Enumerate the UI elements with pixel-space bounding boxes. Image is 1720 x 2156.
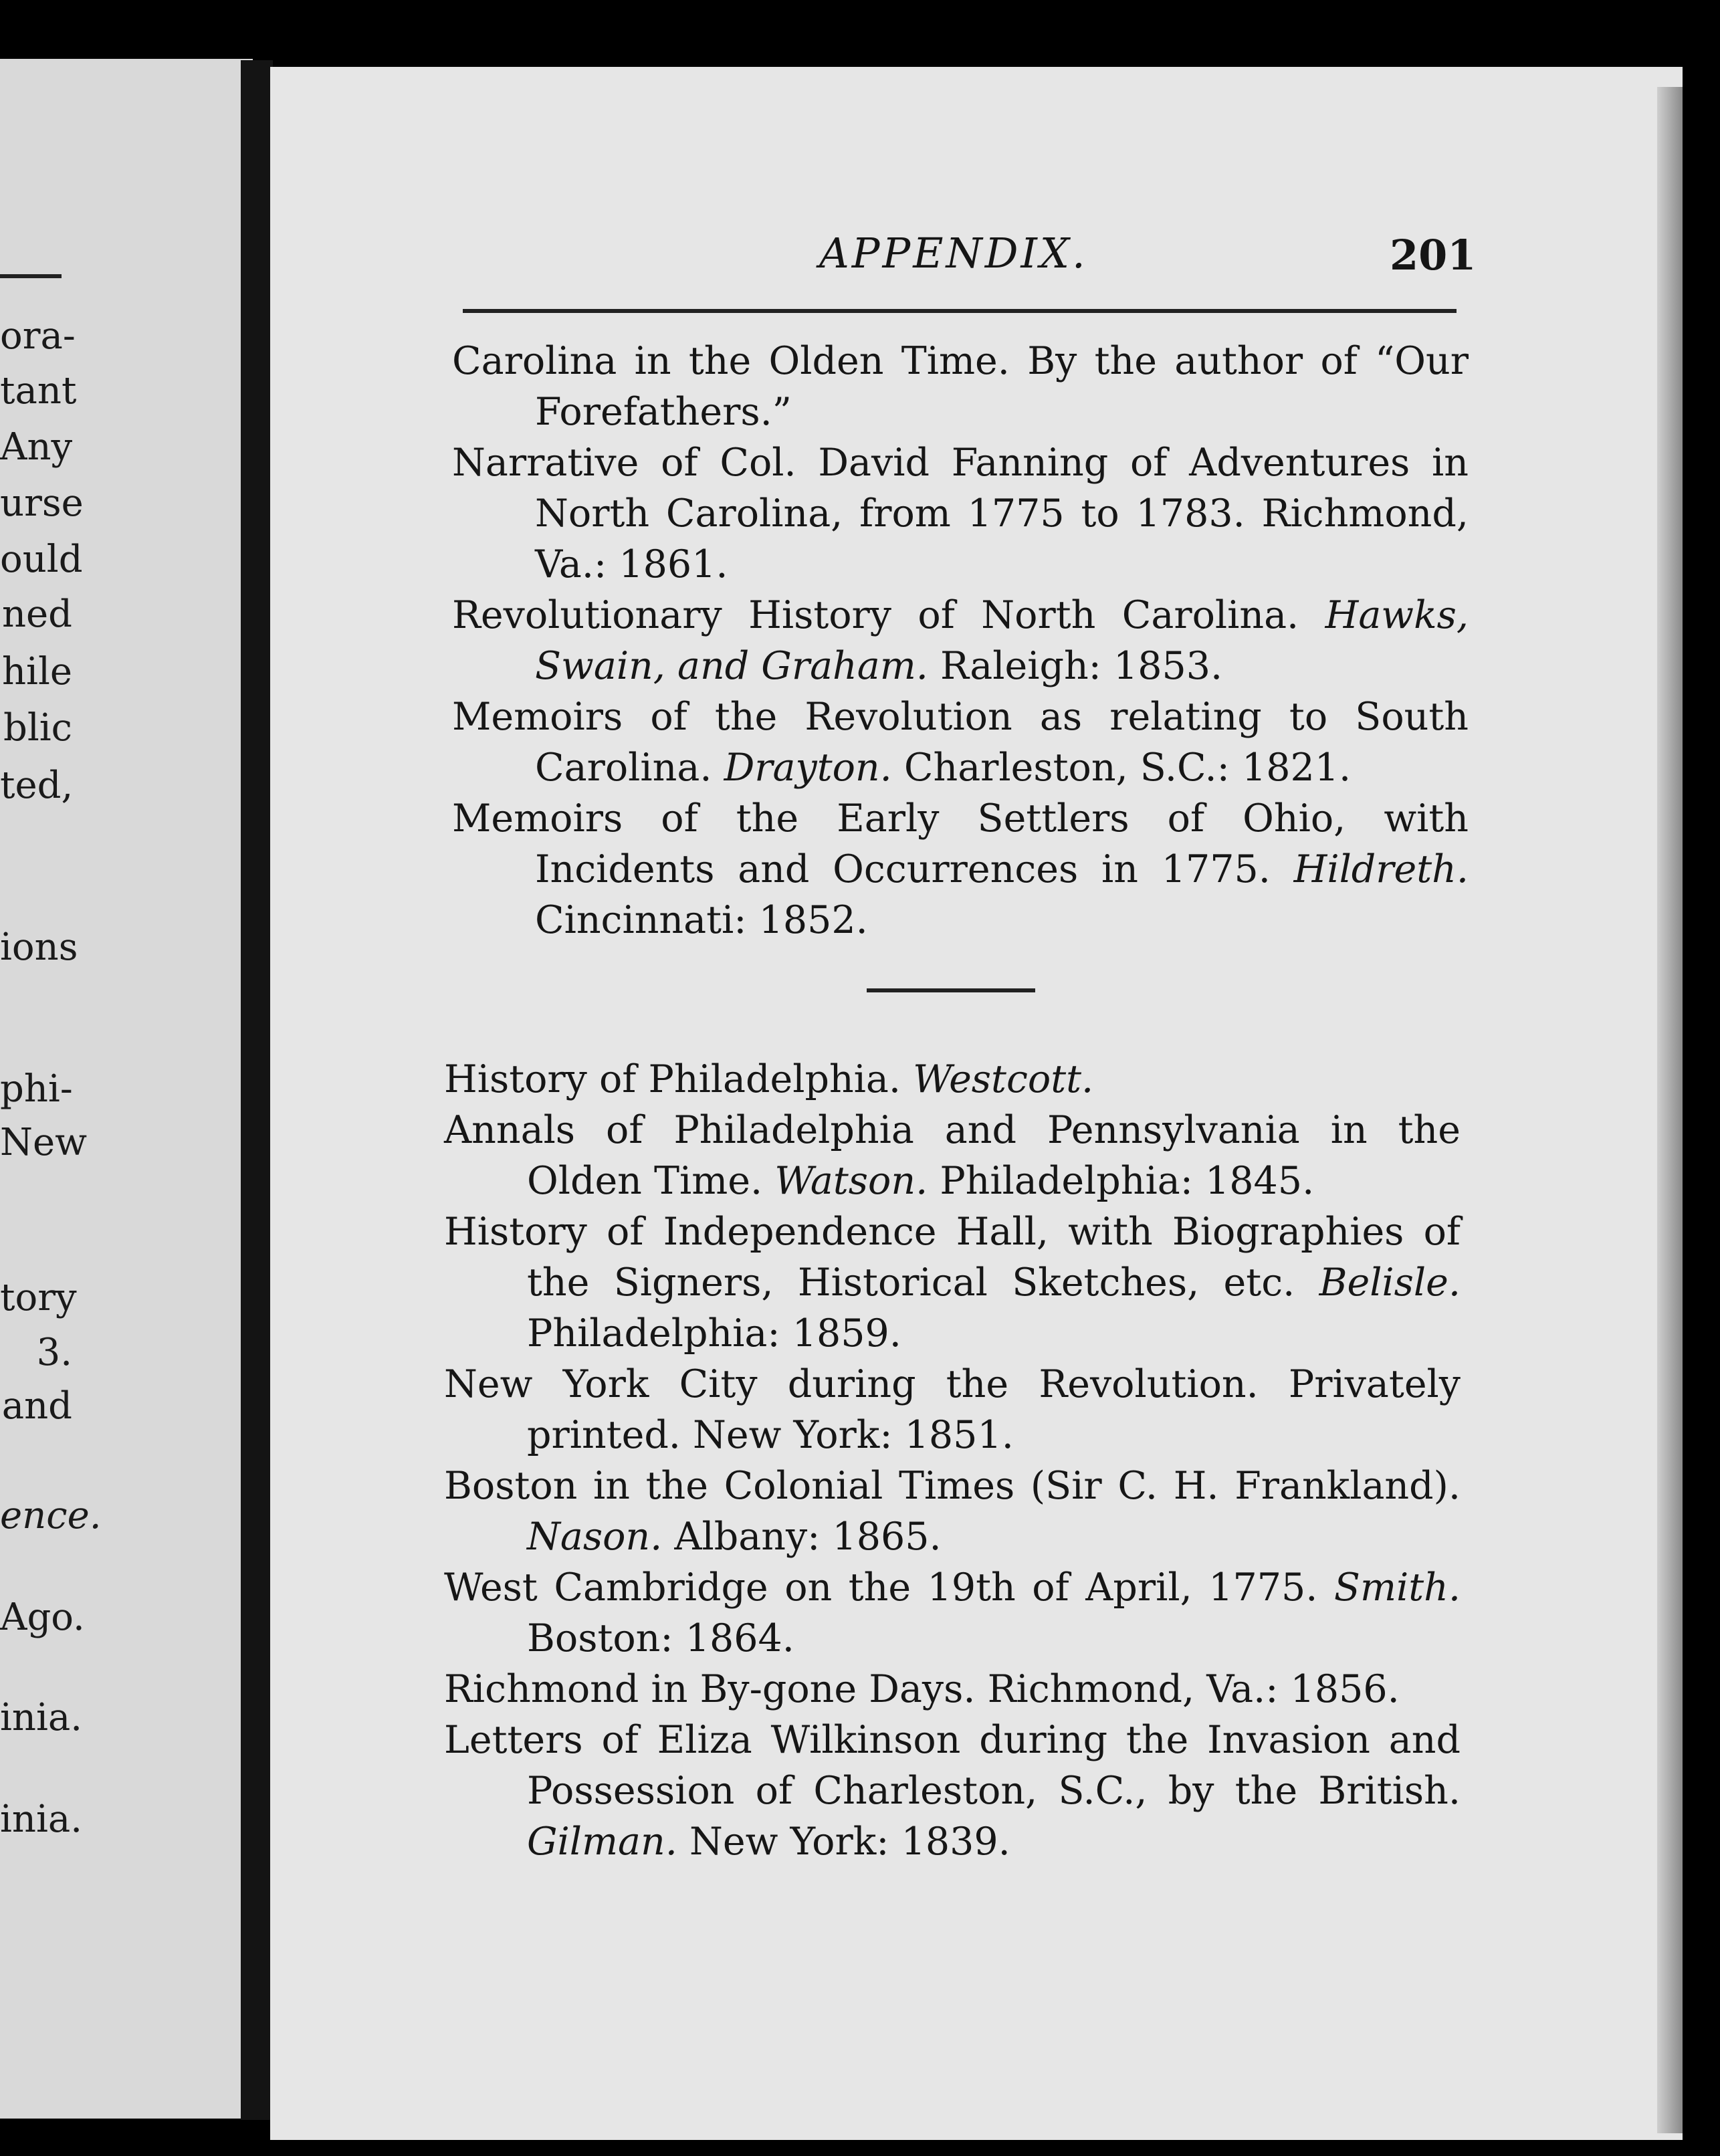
bibliography-section-1 [452, 336, 1469, 946]
left-page-fragment: hile [1, 650, 72, 693]
page-number: 201 [1390, 231, 1477, 280]
left-page-fragment: ould [0, 538, 83, 581]
bibliography-entry [452, 437, 1469, 590]
entry-text: New York: 1839. [677, 1820, 1010, 1864]
bibliography-entry [444, 1461, 1461, 1562]
bibliography-entry [452, 336, 1469, 437]
entry-author: Belisle. [1319, 1261, 1461, 1305]
bibliography-entry [444, 1105, 1461, 1206]
entry-text: Richmond in By-gone Days. Richmond, Va.: 1856. [444, 1667, 1400, 1711]
entry-author: Drayton. [724, 746, 892, 790]
entry-text: History of Independence Hall, with Biographies of the Signers, Historical Sketches, etc. [444, 1210, 1461, 1305]
running-head: APPENDIX. [819, 229, 1088, 278]
left-page-fragment: blic [3, 706, 72, 750]
left-page-fragment: Ago. [0, 1596, 85, 1639]
bibliography-entry [444, 1664, 1461, 1715]
entry-text: Philadelphia: 1845. [928, 1159, 1315, 1203]
bibliography-entry [452, 793, 1469, 946]
left-page-fragment: New [0, 1121, 88, 1164]
entry-author: Smith. [1333, 1566, 1461, 1610]
page-edge-shadow [1657, 87, 1683, 2133]
left-page-fragment: inia. [0, 1696, 83, 1739]
entry-text: Boston: 1864. [527, 1616, 794, 1660]
entry-text: Annals of Philadelphia and Pennsylvania in the Olden Time. [444, 1108, 1461, 1203]
entry-text: Charleston, S.C.: 1821. [891, 746, 1352, 790]
left-page-fragment: ted, [0, 764, 74, 807]
entry-text: New York City during the Revolution. Privately printed. New York: 1851. [444, 1362, 1461, 1457]
left-page-fragment: tory [0, 1276, 77, 1319]
entry-text: Cincinnati: 1852. [535, 898, 868, 942]
header-rule [463, 309, 1457, 313]
bibliography-entry [444, 1715, 1461, 1867]
left-page-fragment: ions [0, 926, 78, 969]
entry-text: Revolutionary History of North Carolina. [452, 593, 1325, 637]
entry-text: Letters of Eliza Wilkinson during the Invasion and Possession of Charleston, S.C., by the British. [444, 1718, 1461, 1813]
left-page-rule [0, 274, 62, 278]
entry-text: History of Philadelphia. [444, 1057, 913, 1101]
entry-text: Philadelphia: 1859. [527, 1311, 901, 1356]
entry-text: Raleigh: 1853. [928, 644, 1223, 688]
entry-text: Narrative of Col. David Fanning of Adventures in North Carolina, from 1775 to 1783. Richmond, Va.: 1861. [452, 441, 1469, 586]
left-page-fragment: phi- [0, 1067, 73, 1111]
bibliography-entry [444, 1206, 1461, 1359]
bibliography-entry [444, 1562, 1461, 1664]
left-page-fragment: and [1, 1384, 72, 1428]
left-page-fragment: urse [0, 481, 84, 525]
bibliography-entry [444, 1359, 1461, 1461]
section-divider [867, 988, 1035, 992]
entry-text: Carolina in the Olden Time. By the author of “Our Forefathers.” [452, 339, 1469, 434]
left-page-fragment: ora- [0, 314, 76, 358]
entry-text: Memoirs of the Early Settlers of Ohio, with Incidents and Occurrences in 1775. [452, 796, 1469, 891]
entry-author: Watson. [774, 1159, 928, 1203]
bibliography-section-2 [444, 1054, 1461, 1867]
entry-text: Boston in the Colonial Times (Sir C. H. Frankland). [444, 1464, 1461, 1508]
book-gutter [241, 60, 273, 2120]
bibliography-entry [452, 691, 1469, 793]
left-page-fragment: inia. [0, 1798, 83, 1841]
entry-text: West Cambridge on the 19th of April, 1775. [444, 1566, 1334, 1610]
entry-text: Memoirs of the Revolution as relating to South Carolina. [452, 695, 1469, 790]
entry-author: Hildreth. [1293, 847, 1469, 891]
left-page-fragment: 3. [36, 1331, 72, 1374]
entry-author: Nason. [527, 1515, 663, 1559]
left-page-fragment: ned [1, 592, 72, 636]
entry-author: Gilman. [527, 1820, 677, 1864]
bibliography-entry [444, 1054, 1461, 1105]
bibliography-entry [452, 590, 1469, 691]
entry-author: Hawks, Swain, and Graham. [535, 593, 1469, 688]
left-page-fragment: ence. [0, 1494, 102, 1537]
left-page-fragment: tant [0, 369, 77, 413]
entry-author: Westcott. [913, 1057, 1094, 1101]
left-page-fragment: Any [0, 425, 73, 469]
entry-text: Albany: 1865. [662, 1515, 942, 1559]
